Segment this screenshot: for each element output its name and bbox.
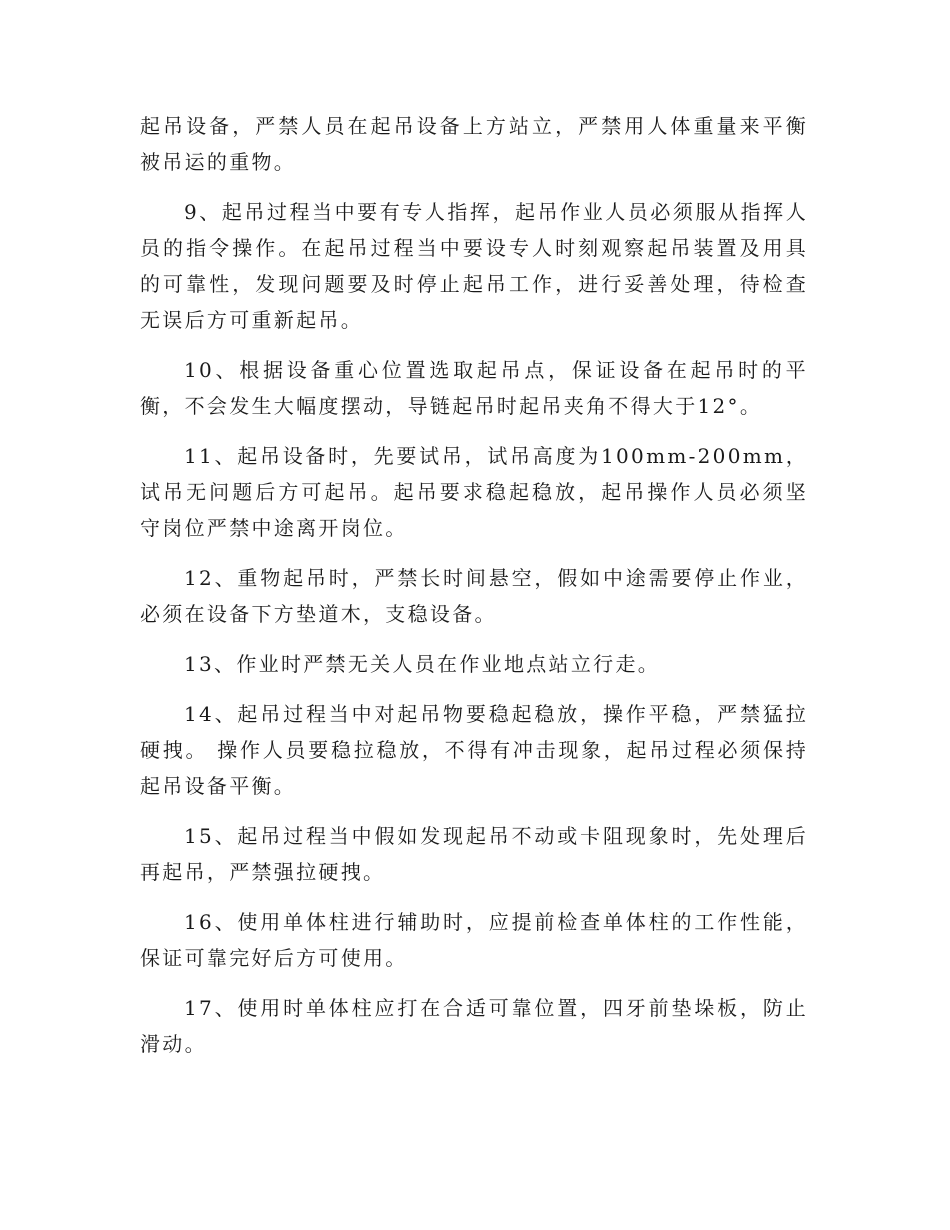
- paragraph-item-17: 17、使用时单体柱应打在合适可靠位置，四牙前垫垛板，防止滑动。: [140, 996, 808, 1056]
- paragraph-item-13: 13、作业时严禁无关人员在作业地点站立行走。: [184, 652, 661, 676]
- paragraph-item-15: 15、起吊过程当中假如发现起吊不动或卡阻现象时，先处理后再起吊，严禁强拉硬拽。: [140, 824, 808, 884]
- document-page: [140, 108, 808, 1076]
- paragraph-item-16: 16、使用单体柱进行辅助时，应提前检查单体柱的工作性能，保证可靠完好后方可使用。: [140, 910, 808, 970]
- paragraph-item-10: 10、根据设备重心位置选取起吊点，保证设备在起吊时的平衡，不会发生大幅度摆动，导链起吊时起吊夹角不得大于12°。: [140, 358, 808, 418]
- paragraph-item-11: 11、起吊设备时，先要试吊，试吊高度为100mm-200mm，试吊无问题后方可起吊。起吊要求稳起稳放，起吊操作人员必须坚守岗位严禁中途离开岗位。: [140, 444, 808, 540]
- paragraph-item-12: 12、重物起吊时，严禁长时间悬空，假如中途需要停止作业，必须在设备下方垫道木，支稳设备。: [140, 566, 808, 626]
- paragraph-item-9: 9、起吊过程当中要有专人指挥，起吊作业人员必须服从指挥人员的指令操作。在起吊过程当中要设专人时刻观察起吊装置及用具的可靠性，发现问题要及时停止起吊工作，进行妥善处理，待检查无误后方可重新起吊。: [140, 200, 808, 332]
- paragraph-continuation: 起吊设备，严禁人员在起吊设备上方站立，严禁用人体重量来平衡被吊运的重物。: [140, 114, 808, 174]
- paragraph-item-14: 14、起吊过程当中对起吊物要稳起稳放，操作平稳，严禁猛拉硬拽。 操作人员要稳拉稳放，不得有冲击现象，起吊过程必须保持起吊设备平衡。: [140, 702, 808, 798]
